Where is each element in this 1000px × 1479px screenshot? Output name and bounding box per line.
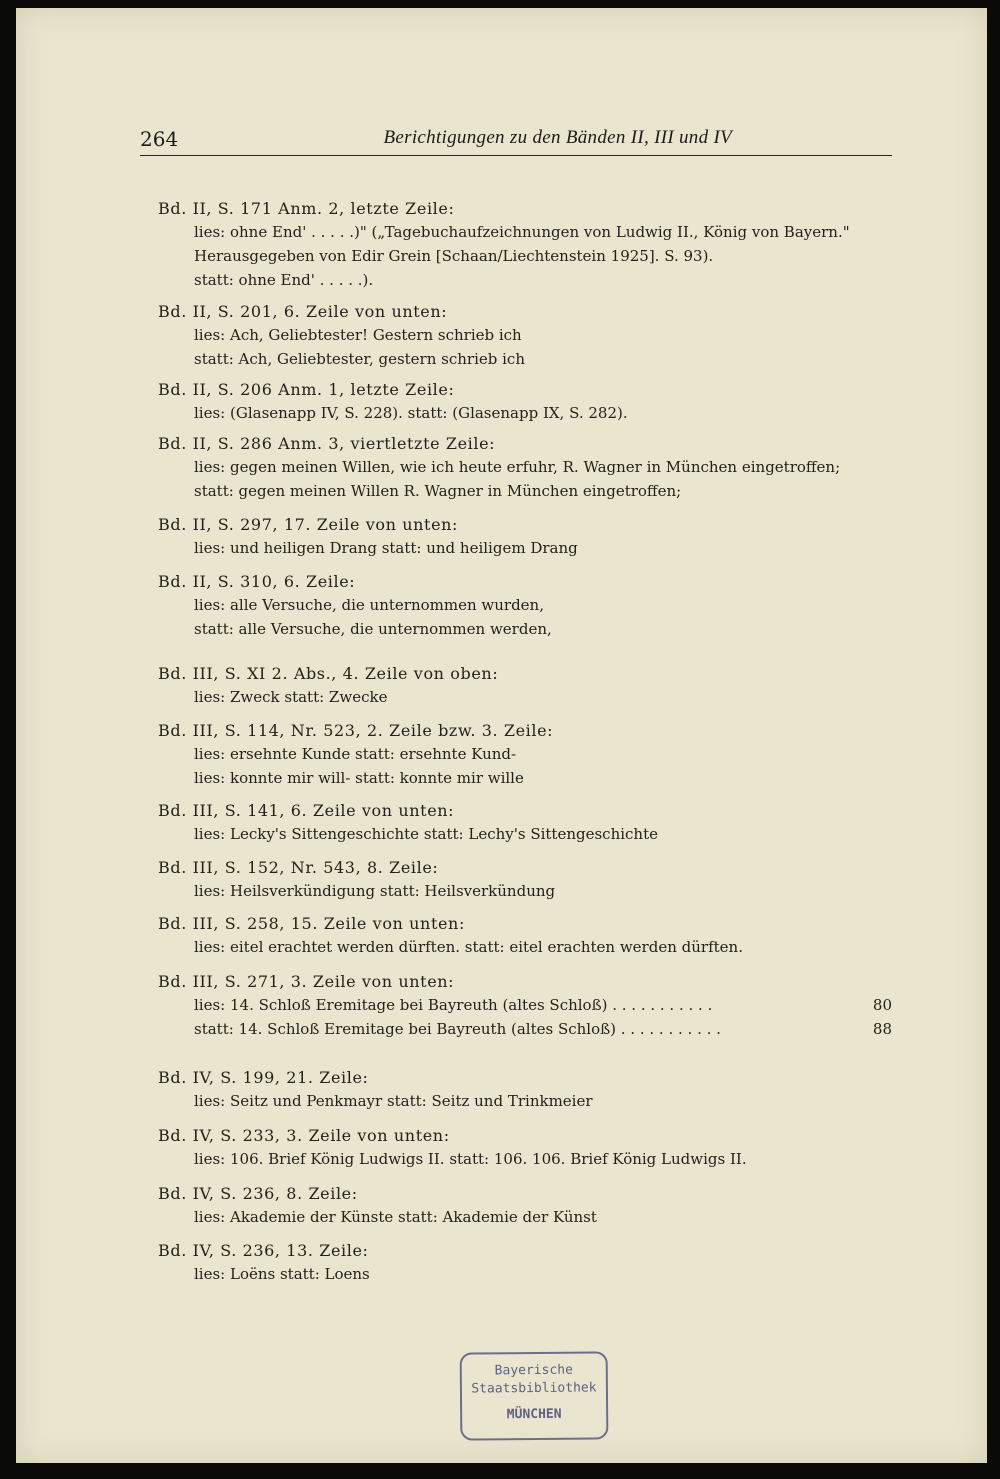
entry-line bbox=[158, 482, 898, 506]
correction-entry bbox=[158, 801, 898, 849]
line-text: lies: ohne End' . . . . .)" („Tagebuchaufzeichnungen von Ludwig II., König von Bayern." bbox=[194, 223, 850, 241]
line-text: statt: Ach, Geliebtester, gestern schrieb ich bbox=[194, 350, 525, 368]
line-text: lies: ersehnte Kunde statt: ersehnte Kund- bbox=[194, 745, 517, 763]
entry-reference: Bd. III, S. 152, Nr. 543, 8. Zeile: bbox=[158, 858, 439, 877]
line-text: lies: 106. Brief König Ludwigs II. statt: 106. 106. Brief König Ludwigs II. bbox=[194, 1150, 747, 1168]
entry-line bbox=[158, 882, 898, 906]
entry-reference: Bd. III, S. XI 2. Abs., 4. Zeile von oben: bbox=[158, 664, 499, 683]
entry-line bbox=[158, 938, 898, 962]
entry-reference: Bd. II, S. 297, 17. Zeile von unten: bbox=[158, 515, 459, 534]
line-text: lies: Zweck statt: Zwecke bbox=[194, 688, 388, 706]
entry-reference: Bd. III, S. 114, Nr. 523, 2. Zeile bzw. 3. Zeile: bbox=[158, 721, 554, 740]
entry-line bbox=[158, 326, 898, 350]
line-text: lies: 14. Schloß Eremitage bei Bayreuth (altes Schloß) . . . . . . . . . . . bbox=[194, 996, 713, 1014]
entry-reference: Bd. III, S. 141, 6. Zeile von unten: bbox=[158, 801, 455, 820]
entry-reference: Bd. II, S. 310, 6. Zeile: bbox=[158, 572, 356, 591]
entry-line bbox=[158, 996, 898, 1020]
entry-line bbox=[158, 620, 898, 644]
line-page-number: 80 bbox=[872, 996, 892, 1014]
correction-entry bbox=[158, 721, 898, 793]
line-text: lies: konnte mir will- statt: konnte mir wille bbox=[194, 769, 524, 787]
correction-entry bbox=[158, 914, 898, 962]
entry-reference: Bd. II, S. 206 Anm. 1, letzte Zeile: bbox=[158, 380, 455, 399]
entry-line bbox=[158, 350, 898, 374]
entry-reference: Bd. III, S. 271, 3. Zeile von unten: bbox=[158, 972, 455, 991]
entry-reference: Bd. IV, S. 233, 3. Zeile von unten: bbox=[158, 1126, 450, 1145]
stamp-line: Bayerische bbox=[494, 1362, 573, 1379]
entry-line bbox=[158, 404, 898, 428]
line-text: lies: Loëns statt: Loens bbox=[194, 1265, 370, 1283]
line-text: statt: gegen meinen Willen R. Wagner in München eingetroffen; bbox=[194, 482, 682, 500]
correction-entry bbox=[158, 664, 898, 712]
correction-entry bbox=[158, 1126, 898, 1174]
correction-entry bbox=[158, 1068, 898, 1116]
line-text: lies: Seitz und Penkmayr statt: Seitz und Trinkmeier bbox=[194, 1092, 593, 1110]
entry-line bbox=[158, 539, 898, 563]
page-number: 264 bbox=[140, 127, 179, 151]
line-text: statt: 14. Schloß Eremitage bei Bayreuth (altes Schloß) . . . . . . . . . . . bbox=[194, 1020, 721, 1038]
line-page-number: 88 bbox=[872, 1020, 892, 1038]
line-text: lies: alle Versuche, die unternommen wurden, bbox=[194, 596, 544, 614]
correction-entry bbox=[158, 572, 898, 644]
running-title: Berichtigungen zu den Bänden II, III und IV bbox=[383, 127, 732, 148]
correction-entry bbox=[158, 302, 898, 374]
entry-line bbox=[158, 769, 898, 793]
line-text: lies: und heiligen Drang statt: und heiligem Drang bbox=[194, 539, 578, 557]
correction-entry bbox=[158, 858, 898, 906]
page-header bbox=[140, 125, 892, 156]
entry-line bbox=[158, 458, 898, 482]
correction-entry bbox=[158, 434, 898, 506]
entry-line bbox=[158, 688, 898, 712]
entry-reference: Bd. IV, S. 236, 8. Zeile: bbox=[158, 1184, 358, 1203]
entry-line bbox=[158, 745, 898, 769]
entry-line bbox=[158, 1265, 898, 1289]
entry-line bbox=[158, 1020, 898, 1044]
line-text: lies: Heilsverkündigung statt: Heilsverkündung bbox=[194, 882, 556, 900]
entry-line bbox=[158, 1150, 898, 1174]
line-text: statt: ohne End' . . . . .). bbox=[194, 271, 374, 289]
entry-reference: Bd. IV, S. 236, 13. Zeile: bbox=[158, 1241, 369, 1260]
stamp-line: MÜNCHEN bbox=[506, 1406, 562, 1423]
entry-line bbox=[158, 223, 898, 247]
line-text: Herausgegeben von Edir Grein [Schaan/Liechtenstein 1925]. S. 93). bbox=[194, 247, 714, 265]
entry-reference: Bd. IV, S. 199, 21. Zeile: bbox=[158, 1068, 369, 1087]
entry-reference: Bd. II, S. 171 Anm. 2, letzte Zeile: bbox=[158, 199, 455, 218]
entry-line bbox=[158, 271, 898, 295]
line-text: lies: Akademie der Künste statt: Akademie der Künst bbox=[194, 1208, 597, 1226]
line-text: lies: eitel erachtet werden dürften. statt: eitel erachten werden dürften. bbox=[194, 938, 743, 956]
entry-line bbox=[158, 247, 898, 271]
stamp-line: Staatsbibliothek bbox=[471, 1380, 597, 1397]
entry-line bbox=[158, 1208, 898, 1232]
library-stamp bbox=[460, 1351, 609, 1440]
correction-entry bbox=[158, 1184, 898, 1232]
entry-line bbox=[158, 1092, 898, 1116]
entry-reference: Bd. II, S. 286 Anm. 3, viertletzte Zeile: bbox=[158, 434, 496, 453]
correction-entry bbox=[158, 199, 898, 295]
entry-line bbox=[158, 825, 898, 849]
entry-reference: Bd. III, S. 258, 15. Zeile von unten: bbox=[158, 914, 465, 933]
line-text: statt: alle Versuche, die unternommen werden, bbox=[194, 620, 552, 638]
line-text: lies: Ach, Geliebtester! Gestern schrieb ich bbox=[194, 326, 522, 344]
entry-reference: Bd. II, S. 201, 6. Zeile von unten: bbox=[158, 302, 448, 321]
correction-entry bbox=[158, 1241, 898, 1289]
line-text: lies: (Glasenapp IV, S. 228). statt: (Glasenapp IX, S. 282). bbox=[194, 404, 628, 422]
correction-entry bbox=[158, 972, 898, 1044]
correction-entry bbox=[158, 515, 898, 563]
entry-line bbox=[158, 596, 898, 620]
line-text: lies: Lecky's Sittengeschichte statt: Lechy's Sittengeschichte bbox=[194, 825, 658, 843]
line-text: lies: gegen meinen Willen, wie ich heute erfuhr, R. Wagner in München eingetroffen; bbox=[194, 458, 841, 476]
correction-entry bbox=[158, 380, 898, 428]
